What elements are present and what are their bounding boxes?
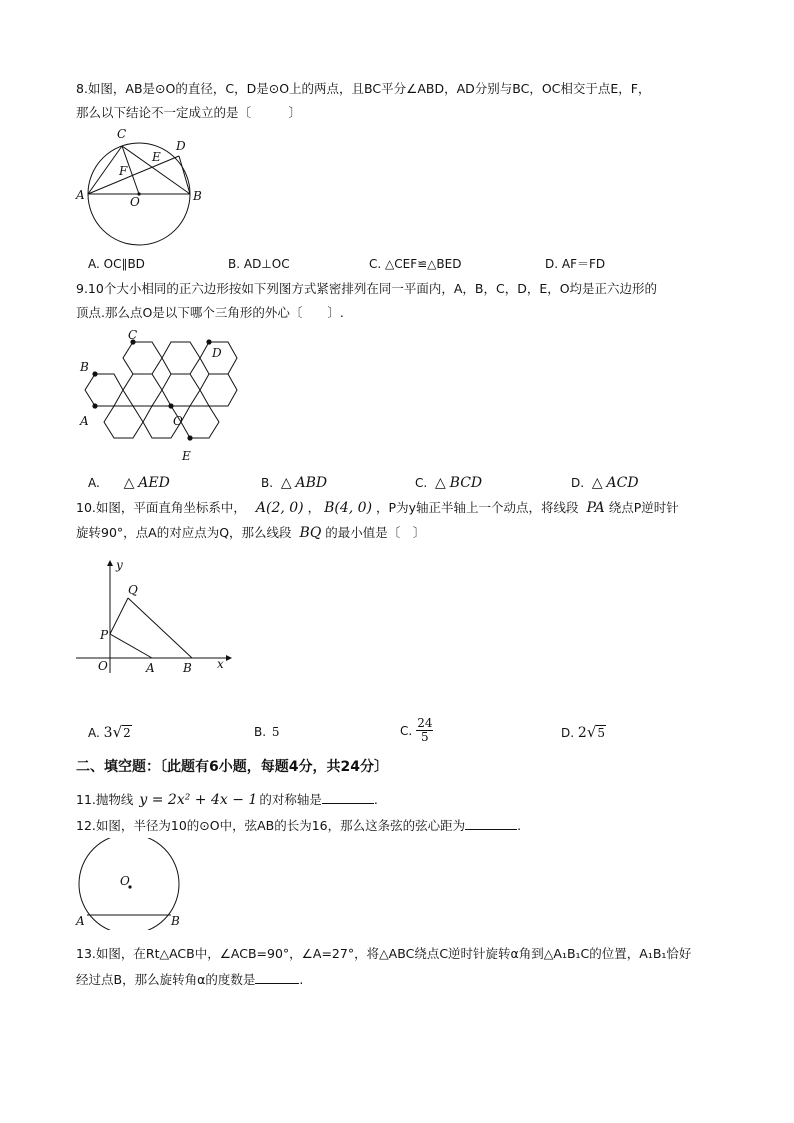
q10-label-x: x [217,657,224,671]
q10-sep: ， [307,500,321,515]
q10-option-a-radicand: 2 [123,726,131,740]
q12-stem [76,817,521,834]
q9-option-d-triangle: △ [591,475,603,491]
q10-option-a-coef: 3 [103,725,113,741]
q12-label-b: B [171,914,180,928]
q10-option-c-fraction [416,717,433,744]
q8-label-d: D [176,139,186,153]
q10-option-d-coef: 2 [577,725,587,741]
section2-title: 二、填空题：〔此题有6小题，每题4分，共24分〕 [76,759,388,775]
q10-point-a: A(2, 0) [255,500,304,516]
q9-option-c [415,475,482,491]
q11-end: . [373,792,378,807]
q8-option-c: C. △CEF≌△BED [369,257,462,271]
q9-label-d: D [212,346,222,360]
q10-label-q: Q [128,583,138,597]
q9-option-a-letter: A. [88,476,100,490]
q12-label-o: O [120,874,130,888]
q10-seg-pa-line [110,634,152,658]
q12-label-a: A [76,914,85,928]
q8-chord-db [179,156,190,194]
q10-label-y: y [116,558,123,572]
q8-label-c: C [117,127,127,141]
q10-point-b: B(4, 0) [324,500,373,516]
q10-option-c [400,717,433,744]
q8-label-b: B [193,189,202,203]
q10-text-a: 10.如图，平面直角坐标系中， [76,500,246,515]
q10-option-d-radicand: 5 [597,726,606,740]
q10-option-d-letter: D. [561,726,575,740]
q8-label-a: A [76,188,85,202]
q9-option-d-letter: D. [571,476,585,490]
q9-option-b [261,475,327,491]
q8-option-a: A. OC∥BD [88,257,145,271]
q10-stem-line2 [76,525,425,541]
q10-option-c-numerator: 24 [417,716,433,730]
q9-option-d-name: ACD [606,475,639,491]
q9-option-b-triangle: △ [280,475,292,491]
q10-y-arrow [107,560,113,566]
q13-text: 经过点B，那么旋转角α的度数是 [76,972,256,987]
q10-seg-pa: PA [586,500,605,516]
q8-option-d: D. AF＝FD [545,257,606,271]
q10-seg-bq: BQ [299,525,322,541]
q10-option-b-value: 5 [271,725,280,739]
q9-points [92,339,211,440]
q9-option-a-triangle: △ [123,475,135,491]
q10-option-a [88,724,132,741]
q10-option-c-letter: C. [400,723,413,738]
q9-option-d [571,475,639,491]
q10-text-c: 绕点P逆时针 [608,500,679,515]
q9-label-c: C [128,330,138,342]
q11-stem [76,791,378,808]
q10-option-a-sqrt-sign: √ [112,723,123,741]
q10-label-b: B [183,661,192,675]
q9-label-b: B [80,360,89,374]
q9-option-c-letter: C. [415,476,428,490]
q13-stem-line2 [76,971,303,988]
q11-formula: y = 2x² + 4x − 1 [139,792,258,808]
q8-label-e: E [152,150,161,164]
q9-option-a-name: AED [138,475,170,491]
q13-answer-blank[interactable] [255,971,299,984]
q8-circle-figure [72,126,210,250]
q8-option-b: B. AD⊥OC [228,257,290,271]
q8-label-o: O [130,195,140,209]
q12-answer-blank[interactable] [465,817,517,830]
q10-seg-pq-line [110,598,128,634]
q9-option-b-name: ABD [295,475,328,491]
q10-stem-line1 [76,500,679,516]
q9-label-e: E [182,449,191,463]
q9-label-o: O [173,414,183,428]
q9-option-b-letter: B. [261,476,274,490]
q10-text-b: ，P为y轴正半轴上一个动点，将线段 [376,500,579,515]
q11-suffix: 的对称轴是 [259,792,322,807]
q9-option-c-triangle: △ [435,475,446,491]
q9-label-a: A [80,414,89,428]
q10-seg-qb-line [128,598,192,658]
q10-label-o: O [98,659,108,673]
q10-option-d [561,724,606,741]
q8-stem-line1: 8.如图，AB是⊙O的直径，C，D是⊙O上的两点，且BC平分∠ABD，AD分别与BC，OC相交于点E，F， [76,81,651,96]
q10-option-d-sqrt-sign: √ [586,723,597,741]
q9-stem-line2: 顶点.那么点O是以下哪个三角形的外心〔 〕. [76,305,344,320]
q10-option-c-denominator: 5 [421,730,429,744]
q8-label-f: F [119,164,128,178]
q12-end: . [517,818,522,833]
q9-hexagon-figure [72,330,242,468]
q10-label-a: A [146,661,155,675]
q13-end: . [299,972,304,987]
q10-text-d: 旋转90°，点A的对应点为Q，那么线段 [76,525,292,540]
q11-answer-blank[interactable] [322,791,374,804]
q10-option-b [254,724,280,740]
q10-text-e: 的最小值是〔 〕 [325,525,426,540]
q10-x-arrow [226,655,232,661]
q10-option-a-letter: A. [88,726,100,740]
q12-text: 12.如图，半径为10的⊙O中，弦AB的长为16，那么这条弦的弦心距为 [76,818,466,833]
q8-stem-line2: 那么以下结论不一定成立的是〔 〕 [76,105,302,120]
q9-option-a [88,475,170,491]
q11-prefix: 11.抛物线 [76,792,134,807]
q10-coordinate-figure [72,558,232,678]
q9-option-c-name: BCD [449,475,483,491]
q10-option-b-letter: B. [254,725,267,739]
q10-label-p: P [100,628,109,642]
q9-stem-line1: 9.10个大小相同的正六边形按如下列图方式紧密排列在同一平面内，A，B，C，D，E，O均是正六边形的 [76,281,658,296]
q13-stem-line1: 13.如图，在Rt△ACB中，∠ACB=90°，∠A=27°，将△ABC绕点C逆时针旋转α角到△A₁B₁C的位置，A₁B₁恰好 [76,946,692,961]
q12-circle-figure [72,838,187,930]
